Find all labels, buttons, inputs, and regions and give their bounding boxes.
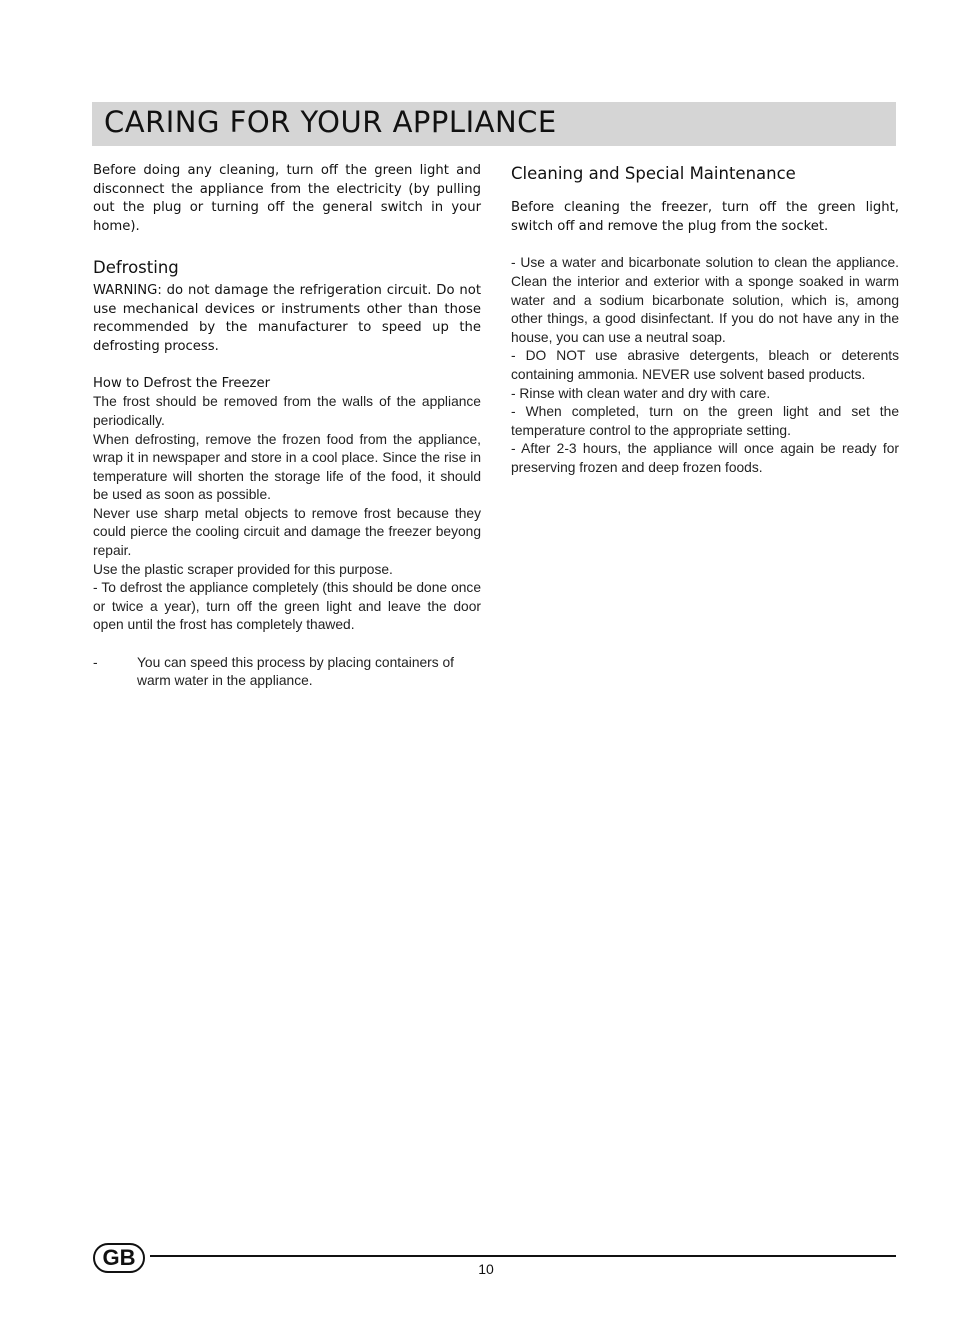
defrost-paragraph: - To defrost the appliance completely (this should be done once or twice a year), turn off the green light and leave the door open until the frost has completely thawed.: [93, 580, 481, 633]
cleaning-step: - Use a water and bicarbonate solution to clean the appliance. Clean the interior and exterior with a sponge soaked in warm water and a sodium bicarbonate solution, which is, among other things, a good disinfectant. If you do not have any in the house, you can use a neutral soap.: [511, 255, 899, 345]
cleaning-step: - After 2-3 hours, the appliance will once again be ready for preserving frozen and deep frozen foods.: [511, 441, 899, 475]
defrost-paragraph: Use the plastic scraper provided for this purpose.: [93, 561, 393, 577]
title-bar: [92, 102, 896, 146]
defrost-paragraph: The frost should be removed from the walls of the appliance periodically.: [93, 394, 481, 428]
country-badge: GB: [93, 1243, 145, 1273]
cleaning-maintenance-intro: Before cleaning the freezer, turn off the green light, switch off and remove the plug from the socket.: [511, 200, 899, 234]
right-column: [511, 162, 899, 478]
cleaning-maintenance-heading: Cleaning and Special Maintenance: [511, 164, 796, 183]
defrost-paragraph: When defrosting, remove the frozen food from the appliance, wrap it in newspaper and store in a cool place. Since the rise in temperature will shorten the storage life of the food, it should be used as soon as possible.: [93, 431, 481, 503]
how-to-defrost-heading: How to Defrost the Freezer: [93, 375, 271, 391]
defrost-paragraph: Never use sharp metal objects to remove frost because they could pierce the cooling circuit and damage the freezer beyong repair.: [93, 505, 481, 559]
page-number: 10: [478, 1261, 494, 1277]
page-title: CARING FOR YOUR APPLIANCE: [104, 105, 557, 139]
bullet-dash: -: [93, 654, 98, 670]
cleaning-step: - When completed, turn on the green light and set the temperature control to the appropriate setting.: [511, 404, 899, 438]
cleaning-intro: Before doing any cleaning, turn off the green light and disconnect the appliance from the electricity (by pulling out the plug or turning off the general switch in your home).: [93, 163, 481, 235]
defrost-tip-text: You can speed this process by placing containers of warm water in the appliance.: [137, 654, 455, 689]
cleaning-instructions: [511, 254, 899, 477]
left-column: [93, 162, 481, 691]
defrost-warning: WARNING: do not damage the refrigeration circuit. Do not use mechanical devices or instruments other than those recommended by the manufacturer to speed up the defrosting process.: [93, 282, 481, 354]
defrosting-heading: Defrosting: [93, 257, 179, 277]
defrost-tip: [93, 654, 481, 691]
cleaning-step: - DO NOT use abrasive detergents, bleach or deterents containing ammonia. NEVER use solvent based products.: [511, 348, 899, 382]
footer-rule: [150, 1255, 896, 1257]
cleaning-step: - Rinse with clean water and dry with care.: [511, 385, 771, 401]
